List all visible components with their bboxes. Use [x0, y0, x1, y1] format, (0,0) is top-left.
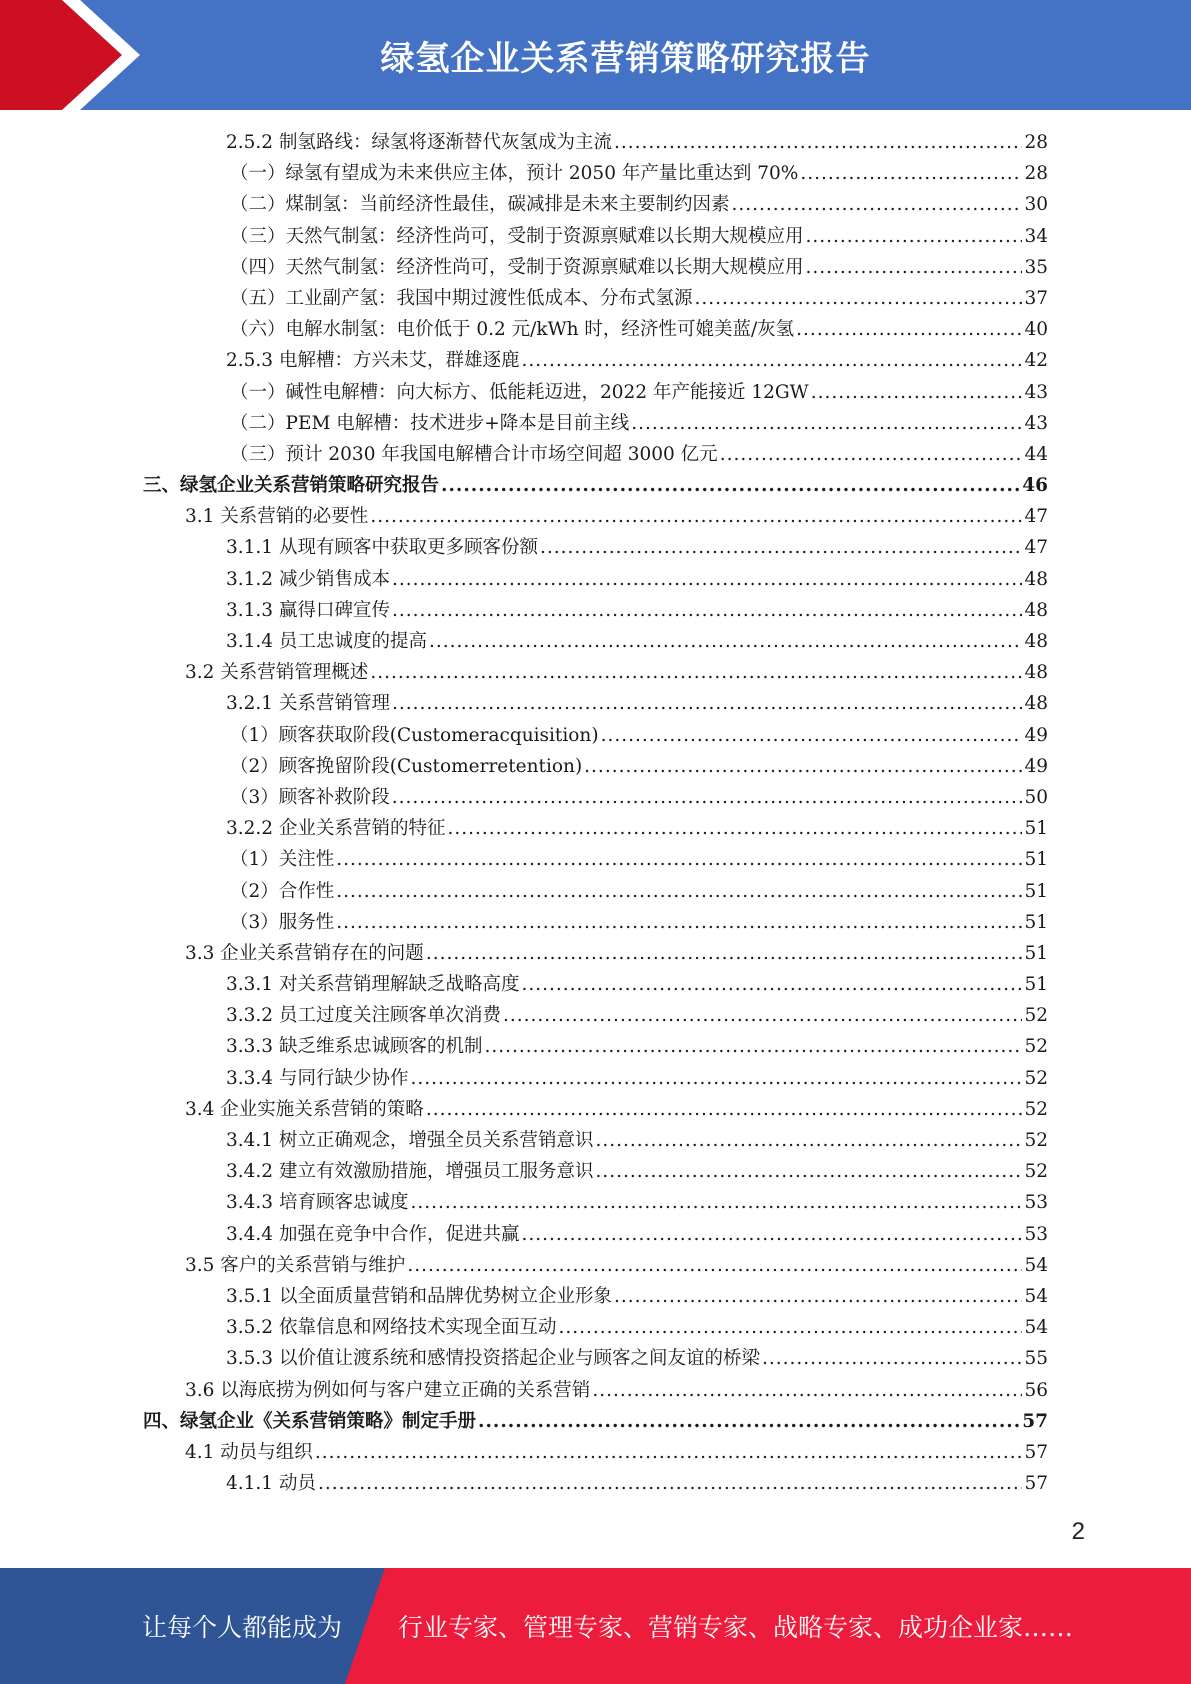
toc-entry-title: 3.1.4 员工忠诚度的提高 [226, 631, 427, 652]
toc-entry-page: 42 [1024, 350, 1048, 372]
toc-entry[interactable] [230, 377, 1048, 408]
toc-leader-dots [392, 782, 1023, 813]
toc-entry-page: 34 [1024, 225, 1048, 247]
footer-slogan-left: 让每个人都能成为 [142, 1613, 343, 1642]
toc-leader-dots [631, 408, 1022, 439]
toc-entry[interactable] [230, 314, 1048, 345]
toc-entry-title: 4.1 动员与组织 [185, 1441, 313, 1463]
toc-entry-page: 51 [1024, 880, 1048, 902]
toc-entry[interactable] [226, 969, 1048, 1000]
toc-entry-title: 3.3.3 缺乏维系忠诚顾客的机制 [226, 1036, 483, 1058]
toc-leader-dots [484, 1031, 1022, 1062]
toc-entry-page: 51 [1024, 818, 1048, 840]
toc-entry-page: 55 [1024, 1348, 1048, 1370]
document-title: 绿氢企业关系营销策略研究报告 [380, 38, 871, 79]
toc-entry-page: 57 [1024, 1441, 1048, 1463]
toc-entry-title: （3）服务性 [230, 911, 335, 933]
toc-leader-dots [521, 1219, 1022, 1250]
toc-leader-dots [315, 1437, 1023, 1468]
toc-leader-dots [478, 1406, 1020, 1437]
toc-entry-page: 57 [1022, 1410, 1048, 1432]
toc-entry-title: （1）关注性 [230, 849, 335, 871]
toc-leader-dots [558, 1312, 1022, 1343]
toc-entry-page: 28 [1024, 132, 1048, 153]
footer-slogan-right: 行业专家、管理专家、营销专家、战略专家、成功企业家…… [398, 1613, 1074, 1642]
toc-entry-page: 37 [1024, 287, 1048, 309]
toc-leader-dots [503, 1000, 1022, 1031]
toc-entry-page: 48 [1024, 631, 1048, 652]
toc-entry-page: 43 [1024, 412, 1048, 434]
toc-entry-page: 47 [1024, 506, 1048, 528]
toc-entry-page: 44 [1024, 443, 1048, 465]
toc-entry-title: 3.1 关系营销的必要性 [185, 506, 369, 528]
toc-entry-title: （2）合作性 [230, 880, 335, 902]
toc-leader-dots [584, 751, 1022, 782]
toc-entry[interactable] [226, 1156, 1048, 1187]
toc-entry[interactable] [226, 1125, 1048, 1156]
toc-leader-dots [720, 439, 1023, 470]
toc-leader-dots [426, 1094, 1023, 1125]
toc-entry-page: 57 [1024, 1473, 1048, 1495]
toc-leader-dots [521, 969, 1022, 1000]
toc-entry[interactable] [226, 626, 1048, 657]
toc-entry-page: 47 [1024, 537, 1048, 559]
toc-leader-dots [592, 1375, 1022, 1406]
toc-entry[interactable] [185, 657, 1048, 688]
toc-entry-title: 3.2.2 企业关系营销的特征 [226, 818, 446, 840]
page-footer [0, 1568, 1191, 1684]
toc-leader-dots [318, 1468, 1023, 1499]
toc-entry[interactable] [185, 501, 1048, 532]
toc-leader-dots [336, 907, 1022, 938]
toc-entry-page: 56 [1024, 1379, 1048, 1401]
toc-entry-title: 3.3.1 对关系营销理解缺乏战略高度 [226, 974, 520, 996]
toc-entry-title: 3.6 以海底捞为例如何与客户建立正确的关系营销 [185, 1379, 591, 1401]
toc-entry[interactable] [143, 470, 1048, 501]
toc-entry-title: 3.3.2 员工过度关注顾客单次消费 [226, 1005, 501, 1027]
toc-leader-dots [370, 501, 1022, 532]
toc-entry[interactable] [230, 439, 1048, 470]
toc-entry[interactable] [226, 1031, 1048, 1062]
toc-entry-title: （四）天然气制氢：经济性尚可，受制于资源禀赋难以长期大规模应用 [230, 256, 804, 278]
toc-entry-title: （2）顾客挽留阶段(Customerretention) [230, 755, 583, 777]
toc-entry[interactable] [230, 720, 1048, 751]
toc-entry-page: 48 [1024, 568, 1048, 590]
toc-leader-dots [601, 720, 1023, 751]
toc-entry-title: （二）PEM 电解槽：技术进步+降本是目前主线 [230, 412, 630, 434]
toc-entry[interactable] [226, 532, 1048, 563]
toc-entry-title: （3）顾客补救阶段 [230, 786, 390, 808]
toc-entry-title: 3.1.2 减少销售成本 [226, 568, 390, 590]
toc-leader-dots [336, 844, 1022, 875]
toc-leader-dots [614, 1281, 1022, 1312]
toc-entry-title: 3.4 企业实施关系营销的策略 [185, 1098, 424, 1120]
toc-entry-page: 51 [1024, 849, 1048, 871]
toc-entry[interactable] [226, 1219, 1048, 1250]
toc-entry-page: 52 [1024, 1098, 1048, 1120]
toc-leader-dots [762, 1343, 1022, 1374]
toc-entry-title: 3.1.3 赢得口碑宣传 [226, 599, 390, 621]
toc-entry-title: 3.1.1 从现有顾客中获取更多顾客份额 [226, 537, 538, 559]
toc-entry[interactable] [185, 1437, 1048, 1468]
toc-entry-page: 43 [1024, 381, 1048, 403]
toc-entry-title: （一）绿氢有望成为未来供应主体，预计 2050 年产量比重达到 70% [230, 163, 799, 185]
toc-entry-page: 52 [1024, 1161, 1048, 1183]
toc-entry-page: 40 [1024, 319, 1048, 341]
toc-entry-title: （一）碱性电解槽：向大标方、低能耗迈进，2022 年产能接近 12GW [230, 381, 809, 403]
toc-entry[interactable] [230, 907, 1048, 938]
toc-entry-page: 35 [1024, 256, 1048, 278]
toc-entry-title: 四、绿氢企业《关系营销策略》制定手册 [143, 1410, 477, 1432]
table-of-contents [0, 127, 1191, 1499]
toc-entry[interactable] [185, 1250, 1048, 1281]
toc-leader-dots [429, 626, 1022, 657]
toc-entry[interactable] [230, 782, 1048, 813]
toc-entry-page: 52 [1024, 1067, 1048, 1089]
toc-entry-title: 3.4.4 加强在竞争中合作，促进共赢 [226, 1223, 520, 1245]
toc-entry-page: 54 [1024, 1285, 1048, 1307]
toc-leader-dots [370, 657, 1022, 688]
toc-entry-page: 48 [1024, 599, 1048, 621]
toc-entry[interactable] [226, 1187, 1048, 1218]
toc-entry-title: （三）预计 2030 年我国电解槽合计市场空间超 3000 亿元 [230, 443, 718, 465]
toc-entry-title: （二）煤制氢：当前经济性最佳，碳减排是未来主要制约因素 [230, 194, 730, 216]
toc-entry[interactable] [226, 1312, 1048, 1343]
toc-leader-dots [392, 564, 1022, 595]
toc-entry[interactable] [226, 1281, 1048, 1312]
toc-entry-page: 49 [1024, 755, 1048, 777]
toc-entry[interactable] [226, 1000, 1048, 1031]
page-number: 2 [1071, 1518, 1085, 1545]
toc-entry-page: 50 [1024, 786, 1048, 808]
toc-entry[interactable] [230, 252, 1048, 283]
toc-entry-page: 54 [1024, 1317, 1048, 1339]
toc-leader-dots [614, 127, 1022, 158]
toc-leader-dots [441, 470, 1020, 501]
toc-leader-dots [595, 1125, 1022, 1156]
toc-entry-page: 30 [1024, 194, 1048, 216]
toc-leader-dots [521, 345, 1022, 376]
toc-entry[interactable] [226, 595, 1048, 626]
toc-leader-dots [336, 876, 1022, 907]
toc-entry-title: 4.1.1 动员 [226, 1473, 316, 1495]
page-header [0, 0, 1191, 110]
toc-entry[interactable] [185, 1375, 1048, 1406]
toc-entry-title: 3.3 企业关系营销存在的问题 [185, 942, 424, 964]
toc-entry[interactable] [226, 813, 1048, 844]
toc-leader-dots [392, 595, 1022, 626]
toc-entry-title: 3.4.3 培育顾客忠诚度 [226, 1192, 409, 1214]
toc-entry-page: 52 [1024, 1130, 1048, 1151]
toc-entry-page: 48 [1024, 693, 1048, 715]
toc-entry-title: 3.5.3 以价值让渡系统和感情投资搭起企业与顾客之间友谊的桥梁 [226, 1348, 760, 1370]
toc-entry-page: 28 [1024, 163, 1048, 185]
toc-entry-page: 51 [1024, 911, 1048, 933]
toc-entry-title: 3.5.2 依靠信息和网络技术实现全面互动 [226, 1317, 557, 1339]
toc-entry[interactable] [230, 221, 1048, 252]
toc-entry[interactable] [230, 408, 1048, 439]
toc-entry[interactable] [230, 283, 1048, 314]
toc-entry-page: 52 [1024, 1036, 1048, 1058]
toc-leader-dots [410, 1187, 1022, 1218]
toc-entry[interactable] [226, 1063, 1048, 1094]
toc-entry[interactable] [226, 564, 1048, 595]
toc-entry[interactable] [185, 1094, 1048, 1125]
toc-leader-dots [407, 1250, 1022, 1281]
toc-entry-page: 51 [1024, 942, 1048, 964]
toc-entry-title: （六）电解水制氢：电价低于 0.2 元/kWh 时，经济性可媲美蓝/灰氢 [230, 319, 795, 341]
toc-leader-dots [732, 189, 1023, 220]
toc-leader-dots [540, 532, 1022, 563]
toc-leader-dots [800, 158, 1022, 189]
toc-leader-dots [796, 314, 1022, 345]
toc-leader-dots [595, 1156, 1022, 1187]
toc-entry-title: （五）工业副产氢：我国中期过渡性低成本、分布式氢源 [230, 287, 693, 309]
toc-leader-dots [695, 283, 1023, 314]
toc-leader-dots [447, 813, 1022, 844]
toc-entry-title: 三、绿氢企业关系营销策略研究报告 [143, 475, 440, 497]
toc-entry-page: 52 [1024, 1005, 1048, 1027]
toc-entry[interactable] [230, 158, 1048, 189]
toc-entry-page: 53 [1024, 1223, 1048, 1245]
toc-entry[interactable] [230, 189, 1048, 220]
toc-entry[interactable] [230, 876, 1048, 907]
toc-entry-title: （三）天然气制氢：经济性尚可，受制于资源禀赋难以长期大规模应用 [230, 225, 804, 247]
toc-entry[interactable] [185, 938, 1048, 969]
toc-entry-title: 3.5 客户的关系营销与维护 [185, 1254, 406, 1276]
toc-entry-title: 3.4.2 建立有效激励措施，增强员工服务意识 [226, 1161, 594, 1183]
toc-leader-dots [392, 688, 1022, 719]
toc-leader-dots [806, 252, 1023, 283]
toc-entry-title: 2.5.2 制氢路线：绿氢将逐渐替代灰氢成为主流 [226, 132, 612, 153]
toc-entry-title: 3.5.1 以全面质量营销和品牌优势树立企业形象 [226, 1285, 612, 1307]
toc-leader-dots [426, 938, 1023, 969]
toc-leader-dots [806, 221, 1023, 252]
toc-entry[interactable] [230, 751, 1048, 782]
toc-entry[interactable] [226, 345, 1048, 376]
toc-entry[interactable] [143, 1406, 1048, 1437]
toc-entry-page: 51 [1024, 974, 1048, 996]
toc-entry-title: 3.2 关系营销管理概述 [185, 662, 369, 684]
toc-entry-page: 53 [1024, 1192, 1048, 1214]
toc-entry-page: 54 [1024, 1254, 1048, 1276]
toc-entry[interactable] [230, 844, 1048, 875]
toc-entry[interactable] [226, 1343, 1048, 1374]
toc-entry-title: 2.5.3 电解槽：方兴未艾，群雄逐鹿 [226, 350, 520, 372]
toc-leader-dots [410, 1063, 1022, 1094]
toc-entry[interactable] [226, 688, 1048, 719]
toc-entry-title: 3.4.1 树立正确观念，增强全员关系营销意识 [226, 1130, 594, 1151]
toc-leader-dots [811, 377, 1023, 408]
toc-entry[interactable] [226, 127, 1048, 158]
toc-entry-page: 46 [1022, 475, 1048, 497]
toc-entry-title: （1）顾客获取阶段(Customeracquisition) [230, 724, 599, 746]
toc-entry-title: 3.2.1 关系营销管理 [226, 693, 390, 715]
toc-entry[interactable] [226, 1468, 1048, 1499]
toc-entry-title: 3.3.4 与同行缺少协作 [226, 1067, 409, 1089]
toc-entry-page: 48 [1024, 662, 1048, 684]
toc-entry-page: 49 [1024, 724, 1048, 746]
red-arrow-decoration [0, 0, 150, 110]
